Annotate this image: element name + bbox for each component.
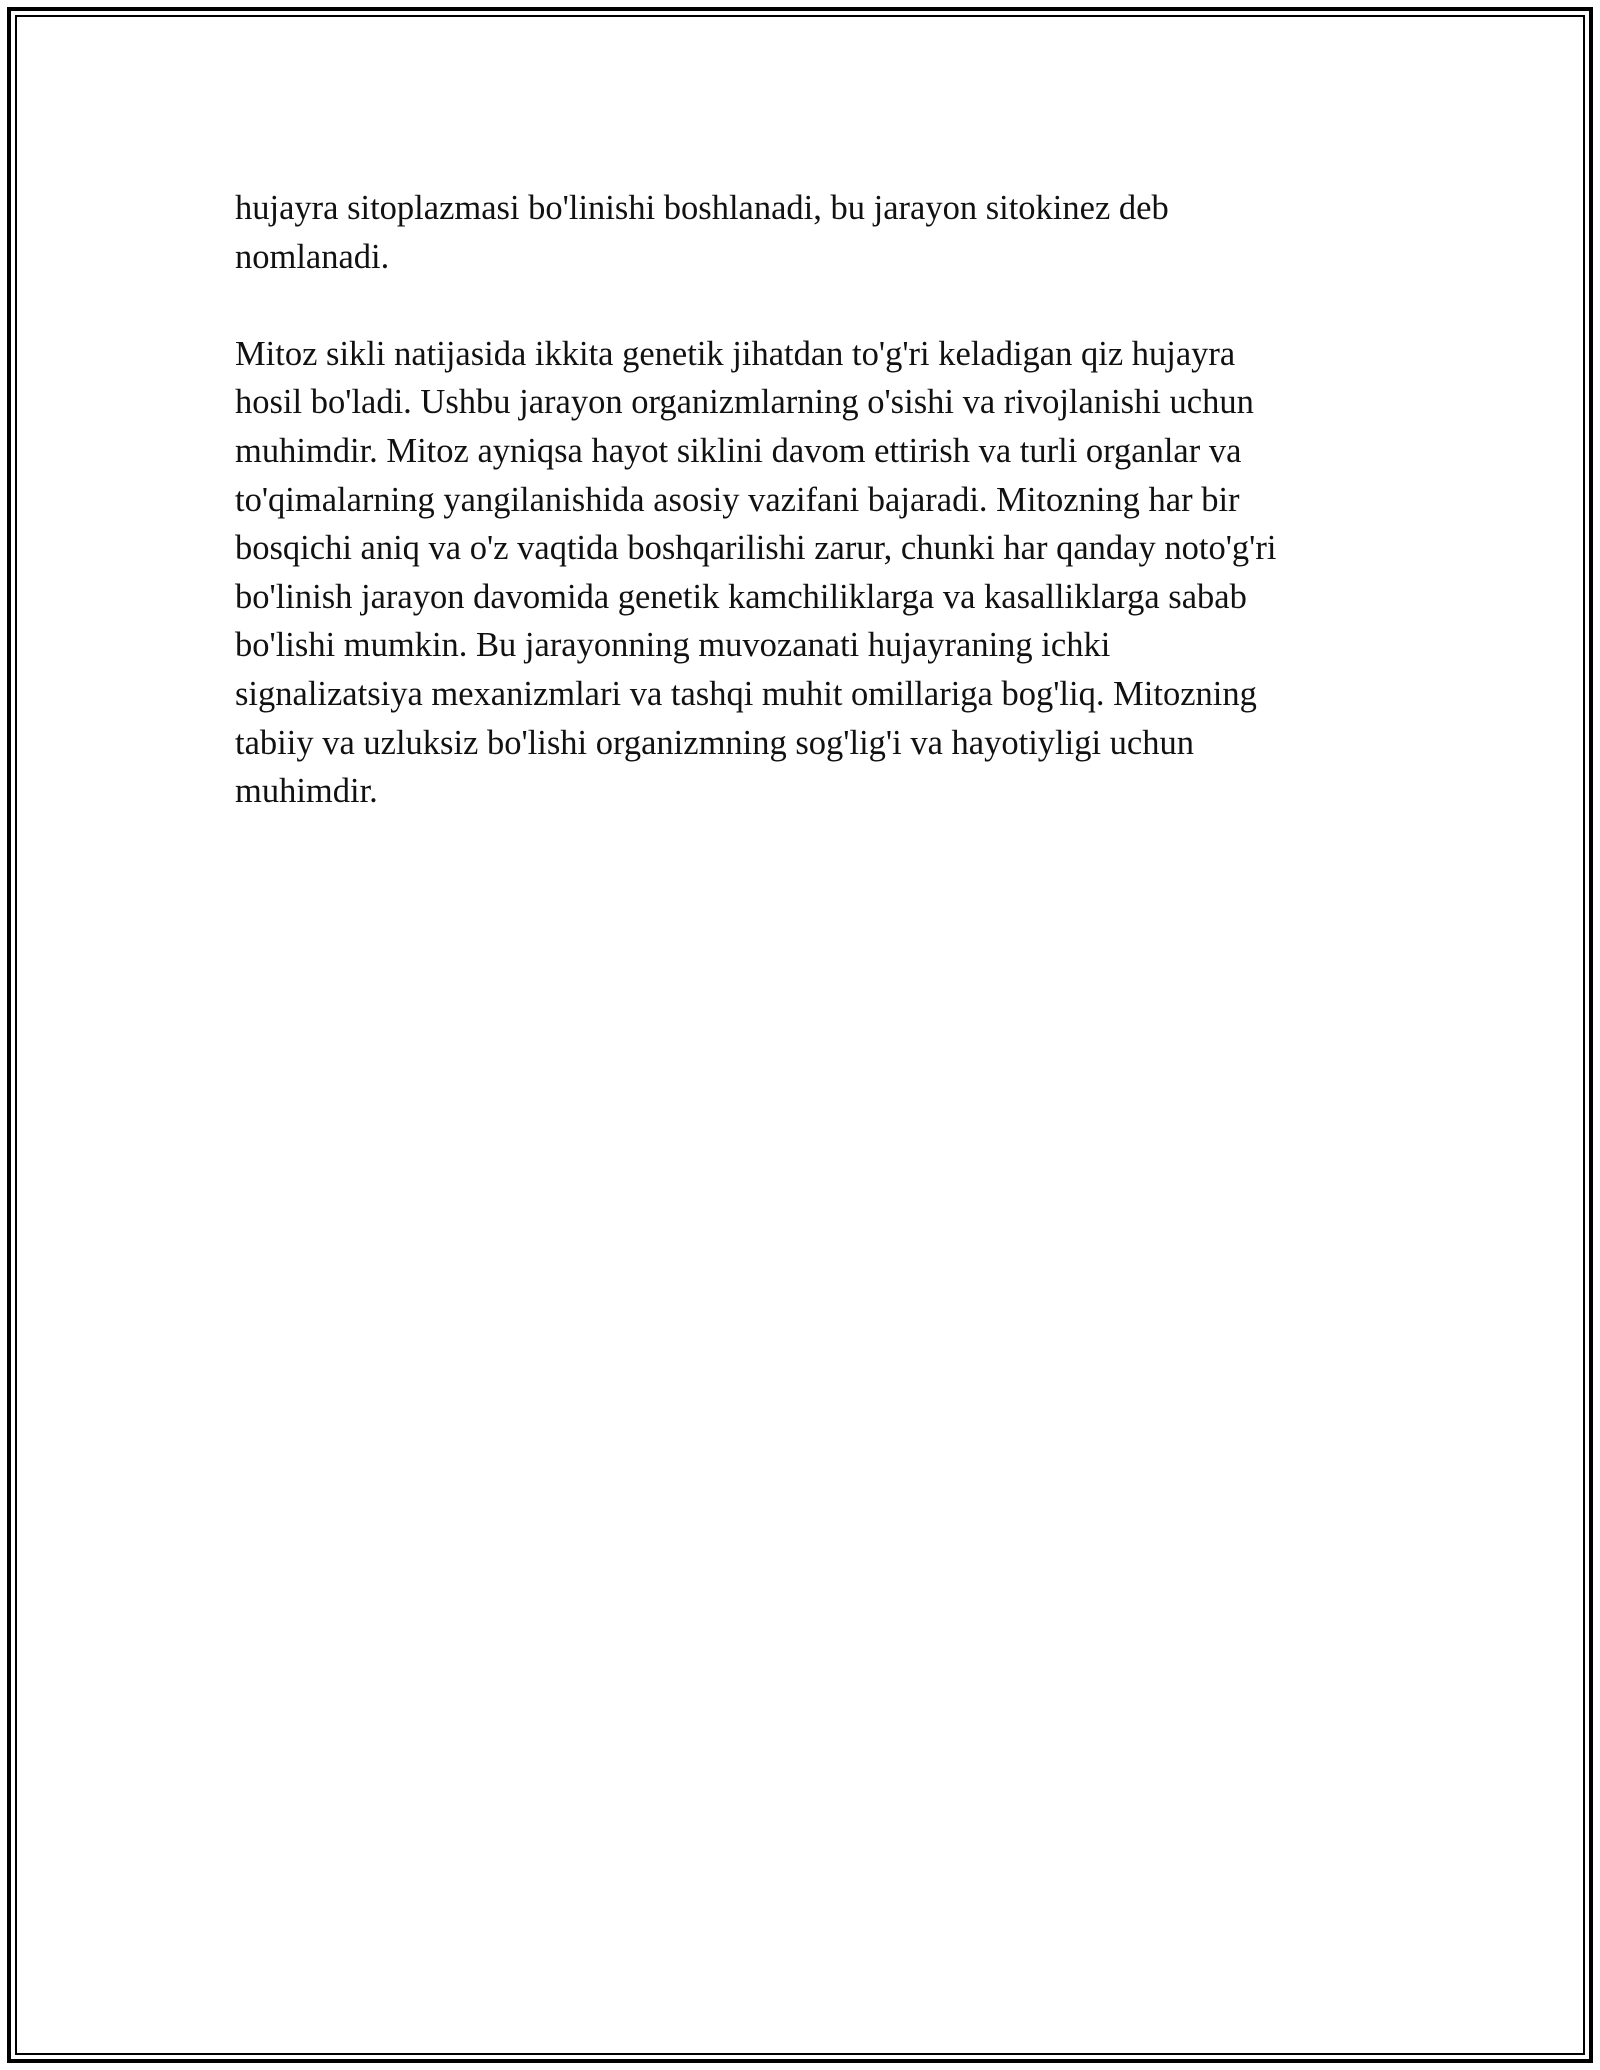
paragraph-2: Mitoz sikli natijasida ikkita genetik jihatdan to'g'ri keladigan qiz hujayra hosil bo'ladi. Ushbu jarayon organizmlarning o'sishi va rivojlanishi uchun muhimdir. Mitoz ayniqsa hayot siklini davom ettirish va turli organlar va to'qimalarning yangilanishida asosiy vazifani bajaradi. Mitozning har bir bosqichi aniq va o'z vaqtida boshqarilishi zarur, chunki har qanday noto'g'ri bo'linish jarayon davomida genetik kamchiliklarga va kasalliklarga sabab bo'lishi mumkin. Bu jarayonning muvozanati hujayraning ichki signalizatsiya mexanizmlari va tashqi muhit omillariga bog'liq. Mitozning tabiiy va uzluksiz bo'lishi organizmning sog'lig'i va hayotiyligi uchun muhimdir. [235,334,1277,811]
paragraph-1: hujayra sitoplazmasi bo'linishi boshlanadi, bu jarayon sitokinez deb nomlanadi. [235,189,1169,276]
page-content [235,184,1365,864]
